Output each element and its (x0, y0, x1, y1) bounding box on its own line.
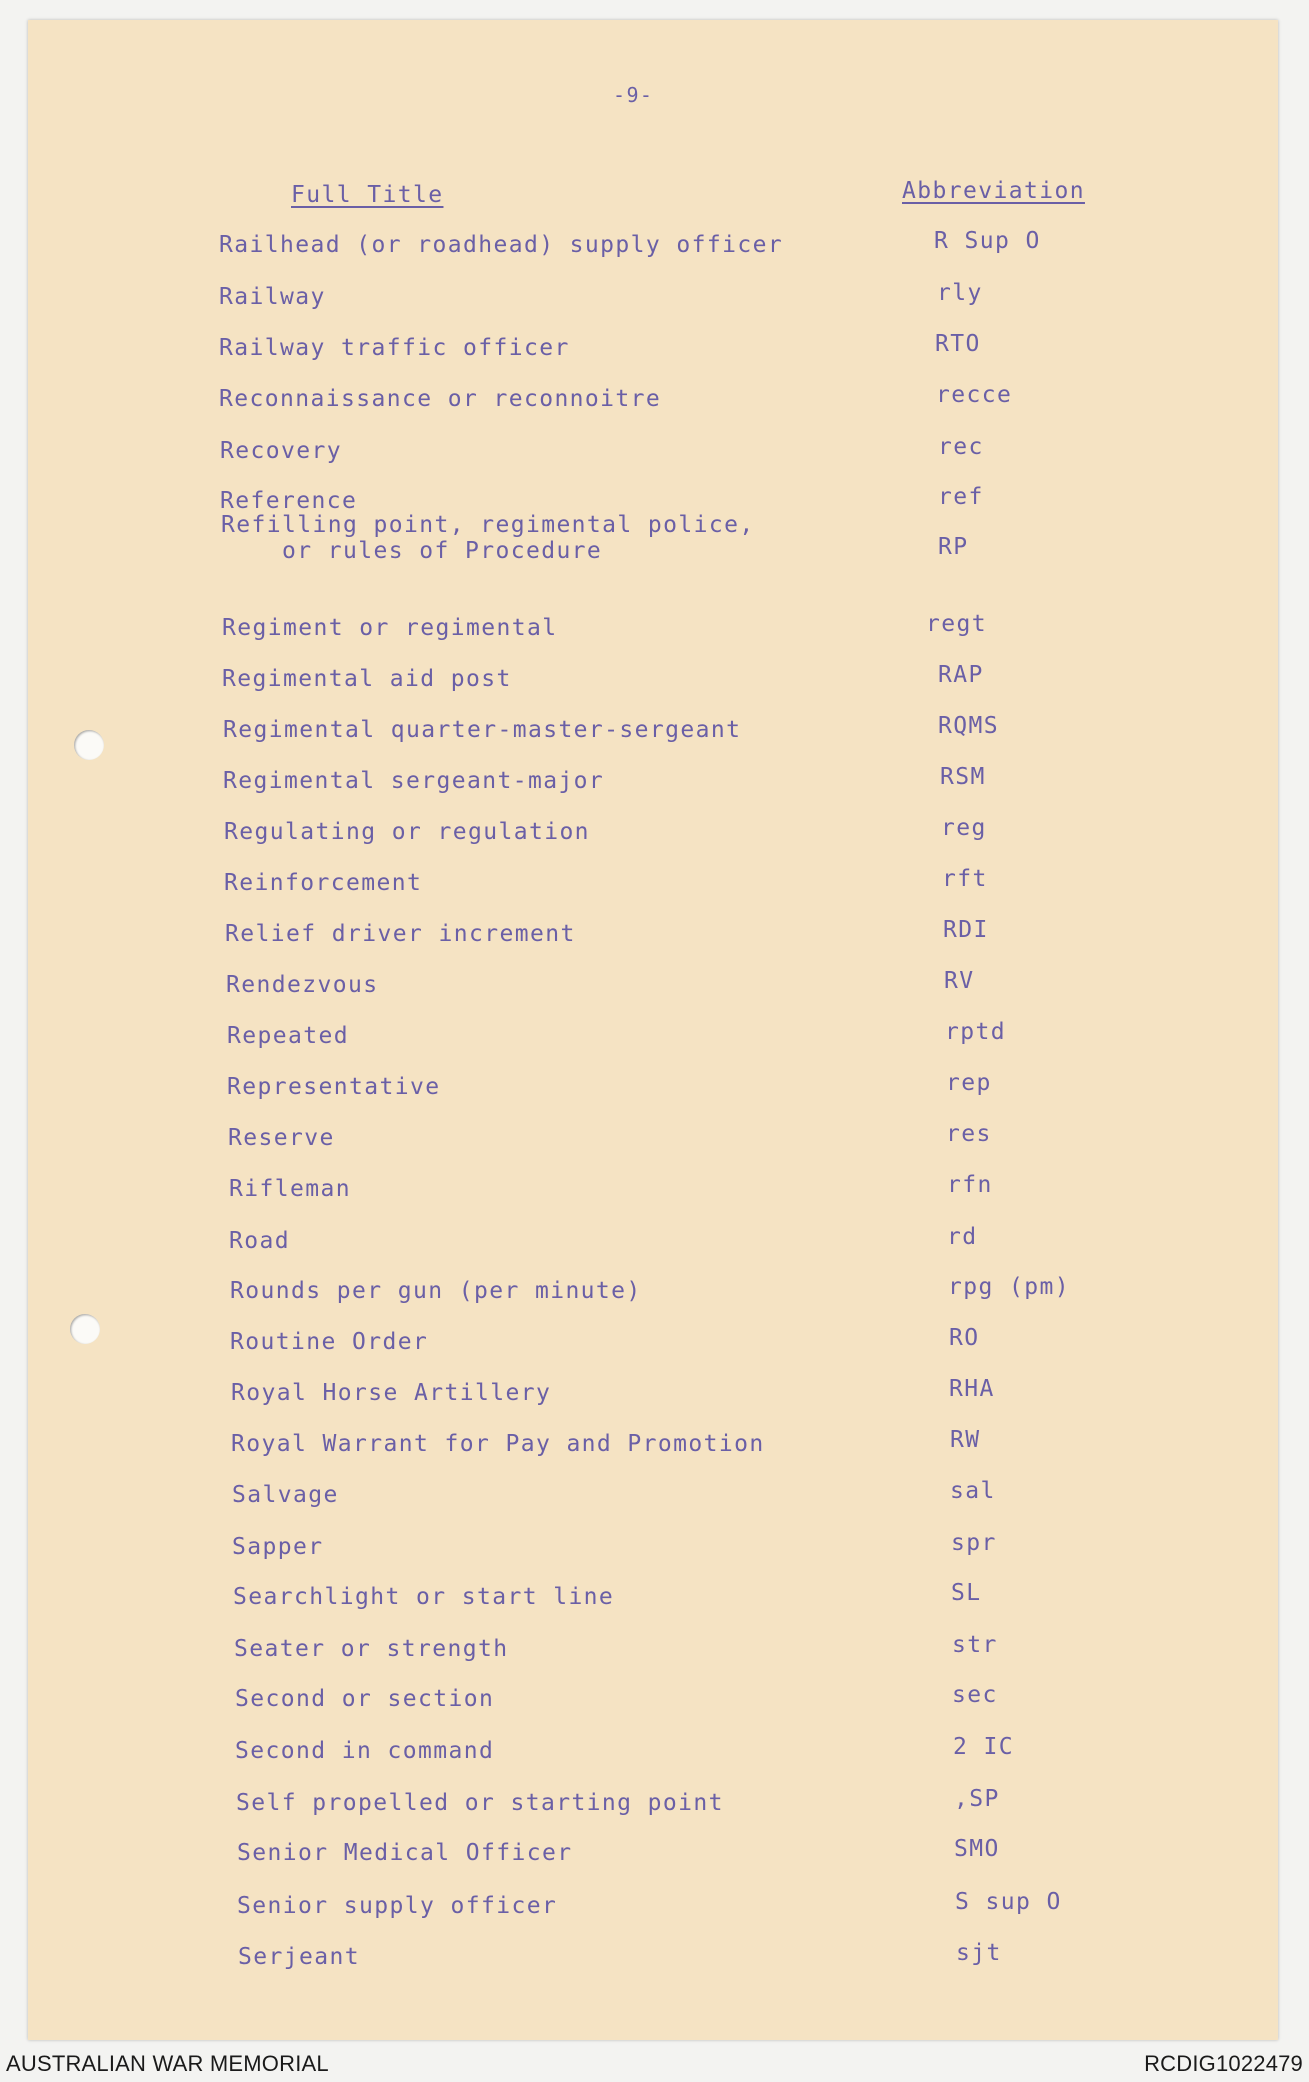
row-full-title: Reference (220, 488, 358, 514)
row-full-title: Rounds per gun (per minute) (230, 1278, 642, 1304)
row-abbreviation: recce (936, 382, 1013, 408)
row-full-title: Sapper (232, 1534, 324, 1560)
row-full-title: Reinforcement (224, 870, 423, 896)
footer-left: AUSTRALIAN WAR MEMORIAL (6, 2051, 329, 2076)
row-full-title: Regiment or regimental (222, 615, 558, 641)
row-abbreviation: 2 IC (953, 1734, 1014, 1760)
row-abbreviation: regt (926, 611, 987, 637)
footer-right: RCDIG1022479 (1144, 2051, 1303, 2076)
row-abbreviation: RW (950, 1427, 981, 1453)
row-abbreviation: sjt (956, 1940, 1002, 1966)
row-full-title: Second in command (235, 1738, 495, 1764)
row-abbreviation: SL (951, 1580, 982, 1606)
punch-hole (70, 1314, 100, 1344)
row-abbreviation: rptd (945, 1019, 1006, 1045)
row-full-title: Senior Medical Officer (237, 1840, 573, 1866)
header-abbreviation: Abbreviation (902, 178, 1085, 204)
row-full-title: Refilling point, regimental police, or rules of Procedure (221, 512, 755, 564)
row-full-title: Rendezvous (226, 972, 379, 998)
row-full-title: Railhead (or roadhead) supply officer (219, 232, 784, 258)
row-full-title: Regulating or regulation (224, 819, 590, 845)
row-full-title: Reconnaissance or reconnoitre (219, 386, 662, 412)
row-full-title: Regimental aid post (222, 666, 512, 692)
row-abbreviation: RDI (943, 917, 989, 943)
row-full-title: Railway (219, 284, 326, 310)
row-full-title: Serjeant (238, 1944, 360, 1970)
row-abbreviation: SMO (954, 1836, 1000, 1862)
row-abbreviation: rep (946, 1070, 992, 1096)
row-abbreviation: reg (941, 815, 987, 841)
row-full-title: Reserve (228, 1125, 335, 1151)
row-abbreviation: rec (938, 434, 984, 460)
row-abbreviation: RSM (940, 764, 986, 790)
row-full-title: Railway traffic officer (219, 335, 570, 361)
row-abbreviation: sec (952, 1682, 998, 1708)
row-full-title: Senior supply officer (237, 1893, 558, 1919)
row-abbreviation: RQMS (938, 713, 999, 739)
row-abbreviation: R Sup O (934, 228, 1041, 254)
row-full-title: Recovery (220, 438, 342, 464)
row-abbreviation: rft (942, 866, 988, 892)
row-full-title: Salvage (232, 1482, 339, 1508)
row-abbreviation: str (952, 1632, 998, 1658)
row-abbreviation: sal (950, 1478, 996, 1504)
row-full-title: Royal Warrant for Pay and Promotion (231, 1431, 765, 1457)
row-abbreviation: rly (937, 280, 983, 306)
page-number: -9- (613, 83, 654, 107)
row-full-title: Searchlight or start line (233, 1584, 615, 1610)
row-full-title: Road (229, 1228, 290, 1254)
row-abbreviation: S sup O (955, 1889, 1062, 1915)
row-abbreviation: RV (944, 968, 975, 994)
header-full-title: Full Title (291, 182, 444, 208)
row-full-title: Self propelled or starting point (236, 1790, 724, 1816)
row-full-title: Rifleman (229, 1176, 351, 1202)
row-abbreviation: rd (947, 1224, 978, 1250)
row-full-title: Regimental sergeant-major (223, 768, 605, 794)
row-full-title: Routine Order (230, 1329, 429, 1355)
row-full-title: Repeated (227, 1023, 349, 1049)
row-full-title: Regimental quarter-master-sergeant (223, 717, 742, 743)
document-page (28, 20, 1278, 2040)
row-abbreviation: ,SP (954, 1786, 1000, 1812)
row-abbreviation: res (946, 1121, 992, 1147)
row-abbreviation: RTO (935, 331, 981, 357)
row-abbreviation: ref (938, 484, 984, 510)
row-abbreviation: spr (951, 1530, 997, 1556)
row-full-title: Second or section (235, 1686, 495, 1712)
row-abbreviation: RO (949, 1325, 980, 1351)
row-abbreviation: RP (938, 534, 969, 560)
row-abbreviation: rfn (947, 1172, 993, 1198)
row-full-title: Relief driver increment (225, 921, 576, 947)
row-full-title: Representative (227, 1074, 441, 1100)
row-abbreviation: RAP (938, 662, 984, 688)
row-abbreviation: rpg (pm) (948, 1274, 1070, 1300)
punch-hole (74, 730, 104, 760)
row-full-title: Royal Horse Artillery (231, 1380, 552, 1406)
row-abbreviation: RHA (949, 1376, 995, 1402)
row-full-title: Seater or strength (234, 1636, 509, 1662)
